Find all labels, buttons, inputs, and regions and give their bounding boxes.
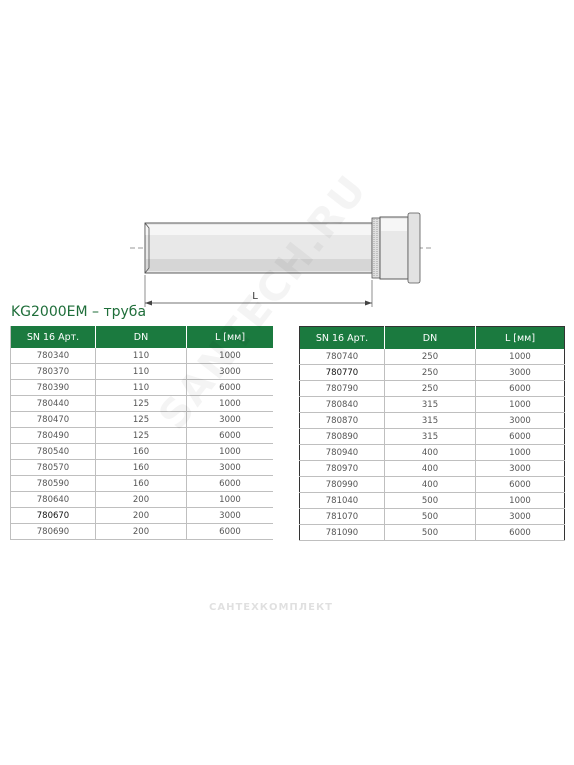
col-header-article: SN 16 Арт. [300, 327, 385, 350]
cell-dn: 200 [96, 508, 187, 524]
cell-article: 780970 [300, 461, 385, 477]
cell-dn: 500 [385, 493, 476, 509]
col-header-dn: DN [96, 326, 187, 348]
cell-length: 1000 [187, 348, 274, 364]
col-header-length: L [мм] [187, 326, 274, 348]
table-row [300, 477, 565, 493]
cell-dn: 500 [385, 509, 476, 525]
cell-article: 780870 [300, 413, 385, 429]
table-row [300, 509, 565, 525]
table-row [11, 476, 274, 492]
cell-length: 6000 [187, 428, 274, 444]
cell-article: 780670 [11, 508, 96, 524]
cell-dn: 125 [96, 396, 187, 412]
cell-length: 3000 [476, 509, 565, 525]
table-row [11, 380, 274, 396]
cell-article: 780490 [11, 428, 96, 444]
cell-dn: 110 [96, 380, 187, 396]
cell-article: 780740 [300, 349, 385, 365]
cell-dn: 200 [96, 524, 187, 540]
cell-length: 6000 [187, 524, 274, 540]
col-header-article: SN 16 Арт. [11, 326, 96, 348]
cell-length: 6000 [187, 476, 274, 492]
cell-dn: 160 [96, 444, 187, 460]
cell-article: 780990 [300, 477, 385, 493]
cell-article: 780470 [11, 412, 96, 428]
cell-article: 780640 [11, 492, 96, 508]
cell-article: 781090 [300, 525, 385, 541]
table-row [11, 428, 274, 444]
table-row [300, 349, 565, 365]
cell-length: 6000 [476, 381, 565, 397]
product-title: KG2000EM – труба [11, 304, 147, 320]
cell-length: 3000 [187, 508, 274, 524]
cell-article: 780340 [11, 348, 96, 364]
cell-dn: 125 [96, 428, 187, 444]
table-row [11, 396, 274, 412]
cell-length: 1000 [187, 492, 274, 508]
table-row [11, 508, 274, 524]
cell-article: 780890 [300, 429, 385, 445]
cell-dn: 315 [385, 429, 476, 445]
cell-article: 780440 [11, 396, 96, 412]
cell-article: 780840 [300, 397, 385, 413]
cell-dn: 250 [385, 349, 476, 365]
table-row [300, 445, 565, 461]
col-header-dn: DN [385, 327, 476, 350]
cell-article: 780790 [300, 381, 385, 397]
cell-article: 780690 [11, 524, 96, 540]
table-row [11, 444, 274, 460]
dimension-label: L [252, 291, 258, 302]
table-row [300, 525, 565, 541]
cell-dn: 250 [385, 381, 476, 397]
cell-length: 6000 [187, 380, 274, 396]
cell-article: 780370 [11, 364, 96, 380]
table-row [300, 397, 565, 413]
cell-dn: 110 [96, 364, 187, 380]
cell-dn: 200 [96, 492, 187, 508]
pipe-seal-ring [372, 218, 380, 278]
cell-dn: 125 [96, 412, 187, 428]
cell-dn: 160 [96, 460, 187, 476]
cell-dn: 400 [385, 445, 476, 461]
cell-length: 3000 [187, 412, 274, 428]
table-row [300, 429, 565, 445]
footer-brand-watermark: САНТЕХКОМПЛЕКТ [209, 602, 333, 613]
cell-dn: 250 [385, 365, 476, 381]
cell-dn: 160 [96, 476, 187, 492]
table-row [300, 381, 565, 397]
table-row [300, 365, 565, 381]
cell-dn: 500 [385, 525, 476, 541]
cell-length: 3000 [476, 461, 565, 477]
cell-length: 1000 [187, 444, 274, 460]
cell-article: 780540 [11, 444, 96, 460]
cell-article: 781040 [300, 493, 385, 509]
cell-dn: 400 [385, 477, 476, 493]
table-row [11, 412, 274, 428]
cell-length: 1000 [476, 445, 565, 461]
spec-table-right [299, 326, 565, 541]
cell-length: 1000 [476, 397, 565, 413]
cell-article: 780590 [11, 476, 96, 492]
cell-length: 6000 [476, 429, 565, 445]
cell-length: 6000 [476, 525, 565, 541]
table-row [11, 492, 274, 508]
cell-dn: 315 [385, 397, 476, 413]
col-header-length: L [мм] [476, 327, 565, 350]
cell-dn: 400 [385, 461, 476, 477]
cell-dn: 315 [385, 413, 476, 429]
pipe-socket-lip [408, 213, 420, 283]
cell-length: 3000 [187, 460, 274, 476]
cell-article: 780570 [11, 460, 96, 476]
cell-length: 3000 [476, 365, 565, 381]
table-row [300, 461, 565, 477]
cell-article: 781070 [300, 509, 385, 525]
cell-article: 780390 [11, 380, 96, 396]
cell-length: 1000 [187, 396, 274, 412]
cell-article: 780770 [300, 365, 385, 381]
cell-dn: 110 [96, 348, 187, 364]
table-row [300, 413, 565, 429]
cell-length: 3000 [476, 413, 565, 429]
table-row [11, 460, 274, 476]
table-row [300, 493, 565, 509]
cell-length: 3000 [187, 364, 274, 380]
table-row [11, 524, 274, 540]
cell-length: 1000 [476, 493, 565, 509]
cell-length: 1000 [476, 349, 565, 365]
cell-article: 780940 [300, 445, 385, 461]
cell-length: 6000 [476, 477, 565, 493]
